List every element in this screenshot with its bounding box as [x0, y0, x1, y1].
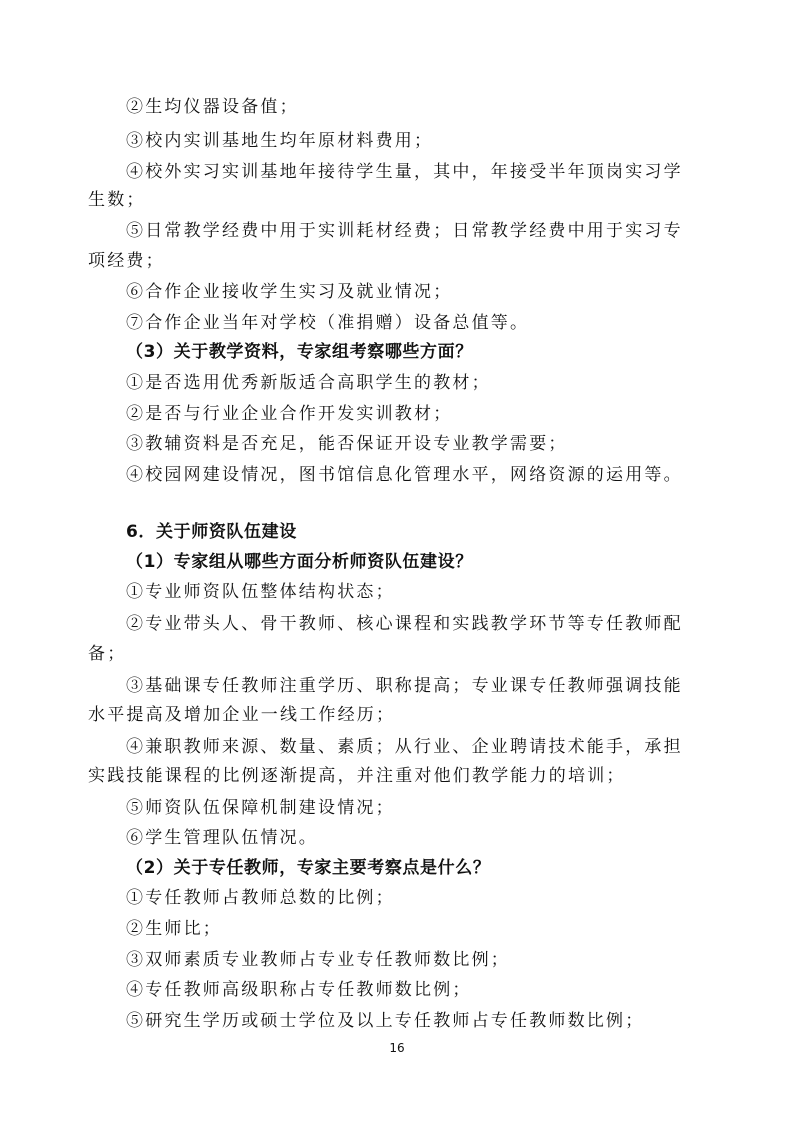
list-item: ②是否与行业企业合作开发实训教材；	[126, 404, 453, 424]
list-item: ①是否选用优秀新版适合高职学生的教材；	[126, 373, 491, 393]
list-item: ⑥合作企业接收学生实习及就业情况；	[126, 282, 453, 302]
list-item: ②生均仪器设备值；	[126, 97, 299, 117]
section-heading: 6．关于师资队伍建设	[126, 522, 297, 542]
list-item: ⑥学生管理队伍情况。	[126, 828, 318, 848]
list-item: ⑦合作企业当年对学校（准捐赠）设备总值等。	[126, 313, 530, 333]
list-item: ⑤师资队伍保障机制建设情况；	[126, 798, 395, 818]
list-item: ④兼职教师来源、数量、素质；从行业、企业聘请技术能手，承担	[126, 737, 683, 757]
list-item-continuation: 备；	[88, 644, 127, 664]
page-number: 16	[389, 1041, 405, 1055]
subsection-heading: （2）关于专任教师，专家主要考察点是什么？	[126, 858, 491, 878]
list-item: ③教辅资料是否充足，能否保证开设专业教学需要；	[126, 434, 568, 454]
list-item: ②生师比；	[126, 919, 222, 939]
list-item: ③校内实训基地生均年原材料费用；	[126, 131, 434, 151]
list-item: ③基础课专任教师注重学历、职称提高；专业课专任教师强调技能	[126, 676, 683, 696]
subsection-heading: （1）专家组从哪些方面分析师资队伍建设？	[126, 552, 473, 572]
list-item: ③双师素质专业教师占专业专任教师数比例；	[126, 950, 510, 970]
list-item-continuation: 实践技能课程的比例逐渐提高，并注重对他们教学能力的培训；	[88, 766, 626, 786]
list-item: ④专任教师高级职称占专任教师数比例；	[126, 980, 472, 1000]
list-item: ⑤研究生学历或硕士学位及以上专任教师占专任教师数比例；	[126, 1011, 645, 1031]
list-item: ①专任教师占教师总数的比例；	[126, 888, 395, 908]
list-item: ④校园网建设情况，图书馆信息化管理水平，网络资源的运用等。	[126, 465, 683, 485]
list-item: ⑤日常教学经费中用于实训耗材经费；日常教学经费中用于实习专	[126, 221, 683, 241]
list-item-continuation: 项经费；	[88, 251, 165, 271]
list-item-continuation: 生数；	[88, 190, 146, 210]
list-item-continuation: 水平提高及增加企业一线工作经历；	[88, 705, 396, 725]
list-item: ④校外实习实训基地年接待学生量，其中，年接受半年顶岗实习学	[126, 162, 683, 182]
list-item: ①专业师资队伍整体结构状态；	[126, 582, 395, 602]
subsection-heading: （3）关于教学资料，专家组考察哪些方面？	[126, 342, 473, 362]
list-item: ②专业带头人、骨干教师、核心课程和实践教学环节等专任教师配	[126, 614, 683, 634]
